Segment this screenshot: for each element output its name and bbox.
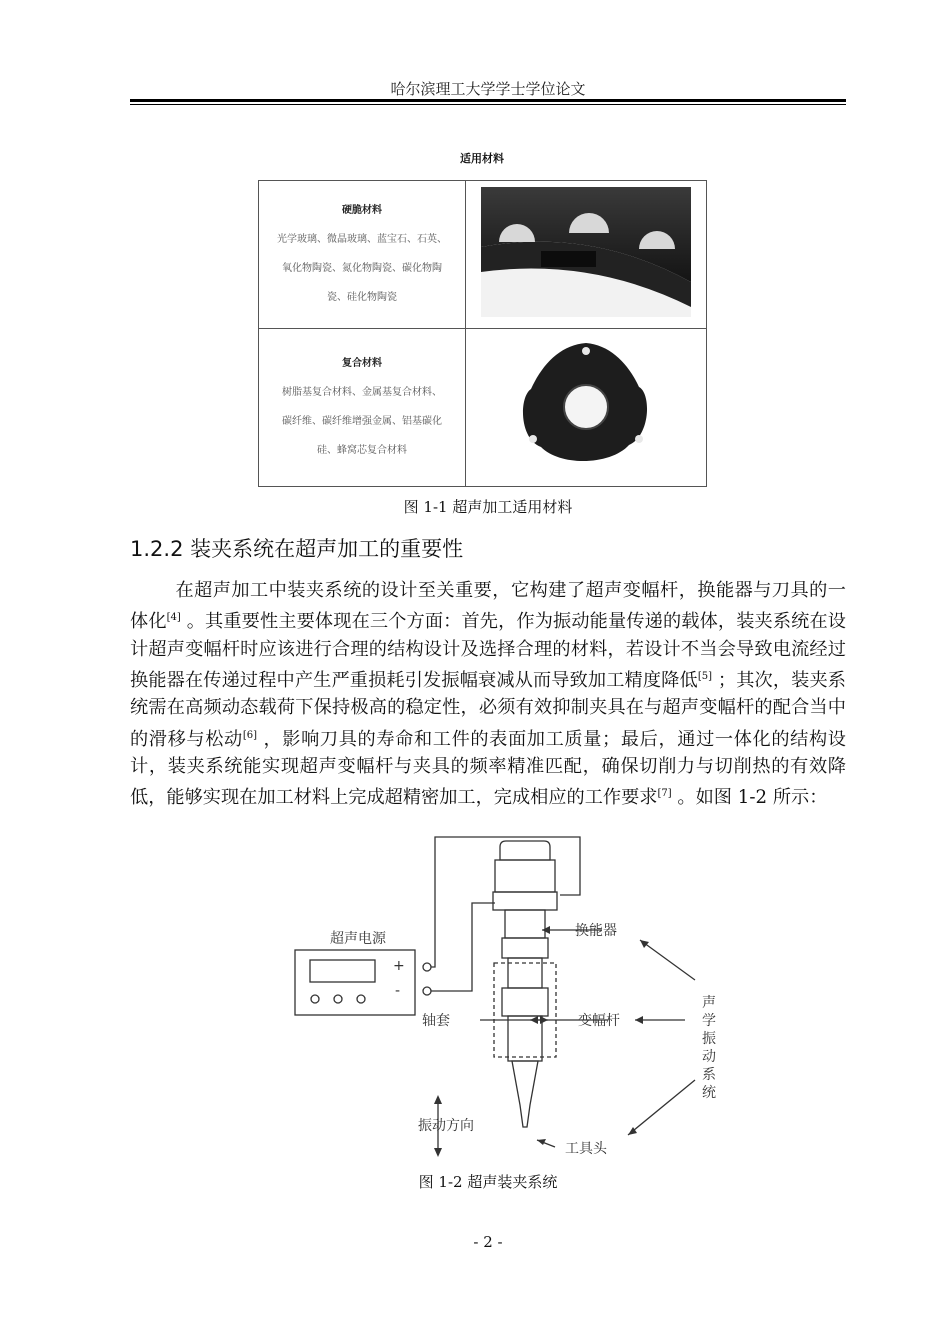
material-line: 碳纤维、碳纤维增强金属、铝基碳化 (282, 416, 442, 428)
table-row (259, 328, 707, 486)
material-line: 氧化物陶瓷、氮化物陶瓷、碳化物陶 (282, 263, 442, 275)
label-horn: 变幅杆 (578, 1013, 620, 1029)
material-line: 瓷、硅化物陶瓷 (327, 292, 397, 304)
figure1-caption: 图 1-1 超声加工适用材料 (403, 498, 573, 516)
material-category: 复合材料 (342, 358, 382, 370)
horn-upper (502, 938, 548, 958)
body-paragraph (130, 577, 846, 812)
paragraph-text: 。如图 1-2 所示： (671, 787, 828, 809)
sleeve-outline (494, 963, 556, 1057)
knob-icon (334, 995, 342, 1003)
label-vibration-direction: 振动方向 (418, 1118, 474, 1134)
label-acoustic-char: 声 (702, 995, 716, 1011)
citation[interactable]: [6] (242, 729, 258, 741)
figure1-table-title: 适用材料 (460, 152, 504, 165)
running-header: 哈尔滨理工大学学士学位论文 (390, 80, 586, 98)
label-acoustic-char: 系 (702, 1067, 716, 1083)
page-number: - 2 - (473, 1233, 503, 1251)
paragraph-text: 在超声加工中装夹系统的设计至关重要，它构建了超声变幅杆，换能器与刀具的一体化 (130, 580, 846, 633)
transducer-top (500, 841, 550, 860)
carbon-part-photo (466, 328, 707, 486)
ceramic-ring-image (481, 187, 691, 317)
label-acoustic-char: 统 (702, 1085, 716, 1101)
material-line: 硅、蜂窝芯复合材料 (317, 445, 407, 457)
knob-icon (311, 995, 319, 1003)
material-category: 硬脆材料 (342, 205, 382, 217)
transducer-flange (493, 892, 557, 910)
section-heading: 1.2.2 装夹系统在超声加工的重要性 (130, 537, 464, 561)
paragraph-text: ；其次，装夹系统需在高频动态载荷下保持极高的稳定性，必须有效抑制夹具在与超声变幅杆的配合当中的滑移与松动 (130, 670, 846, 750)
material-line: 树脂基复合材料、金属基复合材料、 (282, 387, 442, 399)
wire-plus (431, 837, 580, 967)
figure2-caption: 图 1-2 超声装夹系统 (418, 1173, 558, 1191)
terminal-plus-icon (423, 963, 431, 971)
label-plus: + (393, 958, 405, 974)
table-row (259, 181, 707, 329)
materials-table (258, 180, 707, 487)
label-transducer: 换能器 (575, 923, 617, 939)
header-rule-thin (130, 104, 846, 105)
terminal-minus-icon (423, 987, 431, 995)
citation[interactable]: [4] (166, 612, 181, 624)
header-rule-thick (130, 99, 846, 102)
citation[interactable]: [7] (657, 788, 672, 800)
label-sleeve: 轴套 (422, 1013, 450, 1029)
paragraph-text: 。其重要性主要体现在三个方面：首先，作为振动能量传递的载体，装夹系统在设计超声变幅杆时应该进行合理的结构设计及选择合理的材料，若设计不当会导致电流经过换能器在传递过程中产生严重损耗引发振幅衰减从而导致加工精度降低 (130, 611, 846, 692)
label-tool-head: 工具头 (565, 1141, 607, 1157)
label-acoustic-char: 动 (702, 1049, 716, 1065)
ultrasonic-clamping-diagram (290, 835, 730, 1160)
carbon-part-image (511, 335, 661, 475)
transducer-body (495, 860, 555, 892)
knob-icon (357, 995, 365, 1003)
tool-head (512, 1061, 538, 1127)
power-display (310, 960, 375, 982)
paragraph-text: ，影响刀具的寿命和工件的表面加工质量；最后，通过一体化的结构设计，装夹系统能实现超声变幅杆与夹具的频率精准匹配，确保切削力与切削热的有效降低，能够实现在加工材料上完成超精密加工，完成相应的工作要求 (130, 728, 846, 809)
horn-lower (502, 988, 548, 1016)
ceramic-ring-photo (466, 181, 707, 329)
material-line: 光学玻璃、微晶玻璃、蓝宝石、石英、 (277, 234, 447, 246)
label-power: 超声电源 (330, 931, 386, 947)
material-text-cell (259, 328, 466, 486)
citation[interactable]: [5] (697, 670, 712, 682)
label-minus: - (395, 983, 401, 999)
material-text-cell (259, 181, 466, 329)
transducer-neck (505, 910, 545, 938)
label-acoustic-char: 学 (702, 1013, 716, 1029)
wire-minus (431, 903, 495, 991)
label-acoustic-char: 振 (702, 1031, 716, 1047)
